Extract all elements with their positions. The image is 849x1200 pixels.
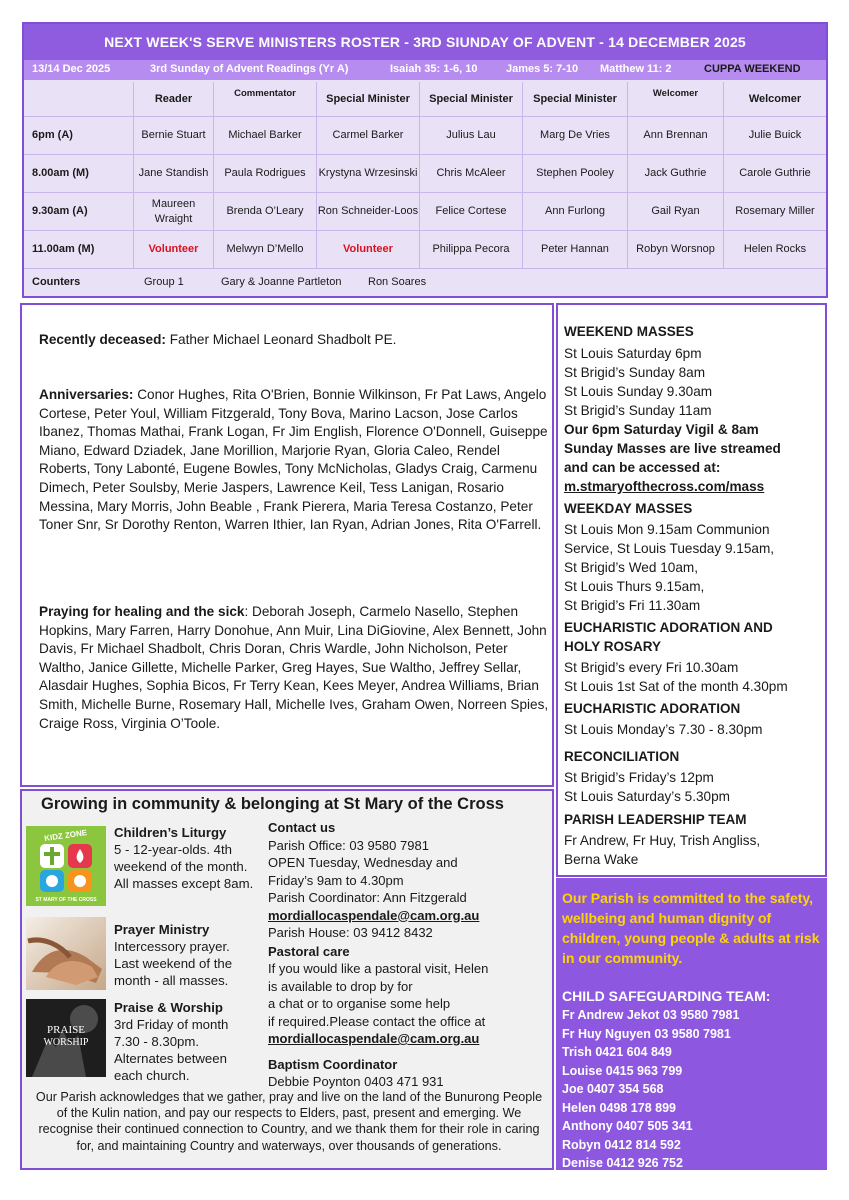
healing-text: : Deborah Joseph, Carmelo Nasello, Stephen Hopkins, Mary Farren, Harry Donohue, Ann Muir, Lina DiGiovine, Alex Bennett, John Davis, Fr Michael Shadbolt, Chris Doran, Chris Wardle, John Nicholson, Peter Waltho, Janice Gillette, Michelle Parker, Greg Hayes, Sue Waltho, Jeffrey Sellar, Alasdair Hughes, Sophia Bicos, Fr Terry Kean, Kees Meyer, Andrea Williams, Brian Smith, Michelle Burne, Rosemary Hall, Michelle Ives, Graham Owen, Norreen Spies, Craige Ross, Virginia O’Toole.: [39, 604, 549, 731]
safeguarding-contact: Denise 0412 926 752: [562, 1156, 683, 1170]
reconciliation-time: St Louis Saturday’s 5.30pm: [564, 789, 730, 804]
pastoral-line: a chat or to organise some help: [268, 996, 451, 1011]
roster-cell: Helen Rocks: [743, 243, 807, 255]
roster-cell: Carmel Barker: [317, 117, 420, 154]
pastoral-email-link[interactable]: mordiallocaspendale@cam.org.au: [268, 1031, 480, 1046]
adoration-rosary-heading: EUCHARISTIC ADORATION AND: [564, 620, 773, 635]
roster-header: Commentator: [214, 82, 317, 116]
roster-cell: Gail Ryan: [628, 193, 724, 230]
weekend-masses-heading: WEEKEND MASSES: [564, 324, 694, 339]
roster-cell: Jack Guthrie: [628, 155, 724, 192]
praise-worship: [114, 999, 254, 1084]
pastoral-line: If you would like a pastoral visit, Helen: [268, 961, 489, 976]
weekend-mass: St Louis Saturday 6pm: [564, 346, 702, 361]
reconciliation-heading: RECONCILIATION: [564, 749, 680, 764]
adoration-time: St Louis Monday’s 7.30 - 8.30pm: [564, 722, 763, 737]
roster-cell: Peter Hannan: [523, 231, 628, 268]
roster-cell: Philippa Pecora: [420, 231, 523, 268]
counters-names-2: Ron Soares: [368, 276, 427, 288]
roster-cell: Stephen Pooley: [523, 155, 628, 192]
reading-2: James 5: 7-10: [506, 63, 579, 75]
reconciliation-time: St Brigid’s Friday’s 12pm: [564, 770, 714, 785]
kidz-zone-text: KIDZ ZONE: [43, 828, 88, 843]
kidz-zone-subtext: ST MARY OF THE CROSS: [35, 897, 97, 903]
counters-row: [24, 269, 826, 297]
roster-time: 9.30am (A): [24, 193, 134, 230]
weekday-mass: Service, St Louis Tuesday 9.15am,: [564, 541, 775, 556]
safeguarding-contact: Fr Andrew Jekot 03 9580 7981: [562, 1008, 740, 1022]
safeguarding-contact: Louise 0415 963 799: [562, 1063, 683, 1078]
adoration-rosary-time: St Brigid’s every Fri 10.30am: [564, 660, 739, 675]
roster-header: Welcomer: [748, 92, 802, 105]
praise-worship-logo-icon: [26, 999, 106, 1077]
roster-row-8am: [24, 155, 826, 193]
contact-line: Friday’s 9am to 4.30pm: [268, 872, 404, 888]
reading-3: Matthew 11: 2: [600, 63, 672, 75]
roster-cell: Julius Lau: [420, 117, 523, 154]
contact-email-link[interactable]: mordiallocaspendale@cam.org.au: [268, 907, 480, 923]
childrens-liturgy-text: 5 - 12-year-olds. 4th weekend of the month. All masses except 8am.: [114, 842, 254, 891]
praying-hands-icon: [26, 917, 106, 990]
roster-cell: Melwyn D’Mello: [214, 231, 317, 268]
roster-header-blank: [24, 82, 134, 116]
adoration-heading: EUCHARISTIC ADORATION: [564, 701, 741, 716]
roster-time: 11.00am (M): [24, 231, 134, 268]
recently-deceased: [39, 331, 551, 350]
praise-logo-text: PRAISE: [47, 1024, 85, 1036]
counters-names-1: Gary & Joanne Partleton: [221, 276, 342, 288]
contact-line: Parish Office: 03 9580 7981: [268, 837, 429, 853]
safeguarding-contact: Helen 0498 178 899: [562, 1100, 676, 1115]
kidz-zone-logo-icon: [26, 826, 106, 906]
roster-cell: Rosemary Miller: [735, 205, 815, 217]
anniversaries-text: Conor Hughes, Rita O'Brien, Bonnie Wilkinson, Fr Pat Laws, Angelo Cortese, Peter Youl, William Fitzgerald, Tony Bova, Marino Lacson, Jose Carlos Ibanez, Thomas Mathai, Frank Logan, Fr Jim English, Florence O'Donnell, Guiseppe Miano, Edward Dziadek, Jane Morillion, Marjorie Ryan, Gloria Caleo, Rendel Roberts, Tony Labonté, Eugene Bowles, Tony McNicholas, Gladys Craig, Carmenu Dimech, Peter Soulsby, Merie Jaspers, Lawrence Keil, Tess Lanigan, Rosario Messina, Mary Morris, John Beable , Frank Pierera, Maria Teresa Costanzo, Peter Toner Snr, Sr Dorothy Renton, Warren Ithier, Ian Ryan, Adrian Jones, Rita O'Farrell.: [39, 387, 548, 533]
roster-cell: Ann Furlong: [523, 193, 628, 230]
roster-header: Special Minister: [317, 82, 420, 116]
praise-worship-text: 3rd Friday of month 7.30 - 8.30pm. Alternates between each church.: [114, 1017, 229, 1083]
roster-cell: Jane Standish: [134, 155, 214, 192]
livestream-link[interactable]: m.stmaryofthecross.com/mass: [564, 479, 765, 494]
roster-row-11am: [24, 231, 826, 269]
deceased-label: Recently deceased:: [39, 332, 166, 347]
weekday-masses-heading: WEEKDAY MASSES: [564, 501, 693, 516]
worship-logo-text: WORSHIP: [43, 1037, 89, 1048]
safeguarding-contact: Trish 0421 604 849: [562, 1045, 672, 1059]
anniversaries-label: Anniversaries:: [39, 387, 134, 402]
safeguarding-team-heading: CHILD SAFEGUARDING TEAM:: [562, 988, 771, 1004]
safeguarding-panel: [556, 878, 827, 1170]
roster-cell: Marg De Vries: [523, 117, 628, 154]
pastoral-line: is available to drop by for: [268, 978, 413, 994]
roster-header: Welcomer: [628, 82, 724, 116]
safeguarding-contact: Robyn 0412 814 592: [562, 1137, 681, 1152]
livestream-note: Sunday Masses are live streamed: [564, 441, 781, 456]
leadership-heading: PARISH LEADERSHIP TEAM: [564, 812, 747, 827]
roster-panel: [22, 22, 828, 298]
roster-cell: Maureen Wraight: [134, 193, 214, 230]
safeguarding-contact: Anthony 0407 505 341: [562, 1119, 693, 1133]
roster-cell: Michael Barker: [214, 117, 317, 154]
prayer-intentions-panel: [20, 303, 554, 787]
anniversaries: [39, 386, 551, 535]
baptism-coordinator: Debbie Poynton 0403 471 931: [268, 1074, 444, 1089]
roster-header: Special Minister: [420, 82, 523, 116]
safeguarding-contact: Fr Huy Nguyen 03 9580 7981: [562, 1026, 731, 1041]
roster-cell: Paula Rodrigues: [214, 155, 317, 192]
roster-cell: Krystyna Wrzesinski: [317, 155, 420, 192]
contact-line: OPEN Tuesday, Wednesday and: [268, 855, 458, 870]
roster-row-930am: [24, 193, 826, 231]
weekday-mass: St Brigid’s Fri 11.30am: [564, 598, 701, 613]
roster-date: 13/14 Dec 2025: [32, 63, 111, 75]
healing-sick: [39, 603, 551, 733]
weekday-mass: St Louis Mon 9.15am Communion: [564, 522, 770, 537]
baptism-heading: Baptism Coordinator: [268, 1056, 398, 1072]
pastoral-care-heading: Pastoral care: [268, 943, 350, 959]
reading-1: Isaiah 35: 1-6, 10: [390, 63, 478, 75]
adoration-rosary-heading: HOLY ROSARY: [564, 639, 662, 654]
readings-row: [24, 60, 826, 80]
pastoral-line: if required.Please contact the office at: [268, 1013, 486, 1029]
livestream-note: and can be accessed at:: [564, 460, 721, 475]
safeguarding-commitment: Our Parish is committed to the safety, wellbeing and human dignity of children, young people & adults at risk in our community.: [562, 890, 820, 966]
weekday-mass: St Brigid’s Wed 10am,: [564, 560, 698, 575]
roster-header-row: [24, 82, 826, 117]
roster-cell-volunteer: Volunteer: [134, 231, 214, 268]
weekend-mass: St Brigid’s Sunday 8am: [564, 365, 706, 380]
counters-group: Group 1: [144, 276, 184, 288]
mass-times-panel: [556, 303, 827, 877]
contact-line: Parish Coordinator: Ann Fitzgerald: [268, 890, 467, 905]
prayer-ministry-heading: Prayer Ministry: [114, 922, 210, 937]
leadership-names: Fr Andrew, Fr Huy, Trish Angliss,: [564, 833, 761, 848]
contact-heading: Contact us: [268, 820, 336, 835]
roster-cell: Chris McAleer: [420, 155, 523, 192]
childrens-liturgy: [114, 824, 254, 892]
prayer-ministry: [114, 921, 254, 989]
roster-time: 6pm (A): [24, 117, 134, 154]
roster-cell: Robyn Worsnop: [628, 231, 724, 268]
safeguarding-contact: Joe 0407 354 568: [562, 1082, 664, 1096]
roster-cell: Bernie Stuart: [134, 117, 214, 154]
counters-label: Counters: [32, 276, 81, 288]
roster-cell: Ron Schneider-Loos: [317, 193, 420, 230]
roster-cell: Felice Cortese: [420, 193, 523, 230]
roster-header: Special Minister: [523, 82, 628, 116]
weekday-mass: St Louis Thurs 9.15am,: [564, 579, 705, 594]
roster-cell: Carole Guthrie: [739, 167, 811, 179]
acknowledgement-of-country: Our Parish acknowledges that we gather, pray and live on the land of the Bunurong People of the Kulin nation, and pay our respects to Elders, past, present and emerging. We recognise their continued connection to Country, and we thank them for their role in caring for, and maintaining Country and waterways, over thousands of generations.: [35, 1090, 543, 1153]
roster-time: 8.00am (M): [24, 155, 134, 192]
community-panel: [20, 789, 554, 1170]
livestream-note: Our 6pm Saturday Vigil & 8am: [564, 422, 759, 437]
roster-cell: Brenda O’Leary: [214, 193, 317, 230]
roster-title: NEXT WEEK'S SERVE MINISTERS ROSTER - 3RD SIUNDAY OF ADVENT - 14 DECEMBER 2025: [24, 24, 826, 60]
parish-house: Parish House: 03 9412 8432: [268, 925, 433, 940]
roster-cell: Julie Buick: [748, 129, 802, 141]
roster-cell-volunteer: Volunteer: [317, 231, 420, 268]
roster-header: Reader: [134, 82, 214, 116]
roster-row-6pm: [24, 117, 826, 155]
leadership-names: Berna Wake: [564, 852, 639, 867]
roster-table: [24, 82, 826, 297]
community-title: Growing in community & belonging at St Mary of the Cross: [41, 795, 504, 813]
prayer-ministry-text: Intercessory prayer. Last weekend of the month - all masses.: [114, 939, 233, 988]
cuppa-weekend: CUPPA WEEKEND: [704, 63, 801, 75]
healing-label: Praying for healing and the sick: [39, 604, 245, 619]
contact-us: [268, 819, 548, 1091]
childrens-liturgy-heading: Children’s Liturgy: [114, 825, 227, 840]
deceased-text: Father Michael Leonard Shadbolt PE.: [165, 332, 397, 347]
weekend-mass: St Brigid’s Sunday 11am: [564, 403, 712, 418]
readings-label: 3rd Sunday of Advent Readings (Yr A): [150, 63, 349, 75]
roster-cell: Ann Brennan: [628, 117, 724, 154]
adoration-rosary-time: St Louis 1st Sat of the month 4.30pm: [564, 679, 788, 694]
praise-worship-heading: Praise & Worship: [114, 1000, 223, 1015]
weekend-mass: St Louis Sunday 9.30am: [564, 384, 713, 399]
